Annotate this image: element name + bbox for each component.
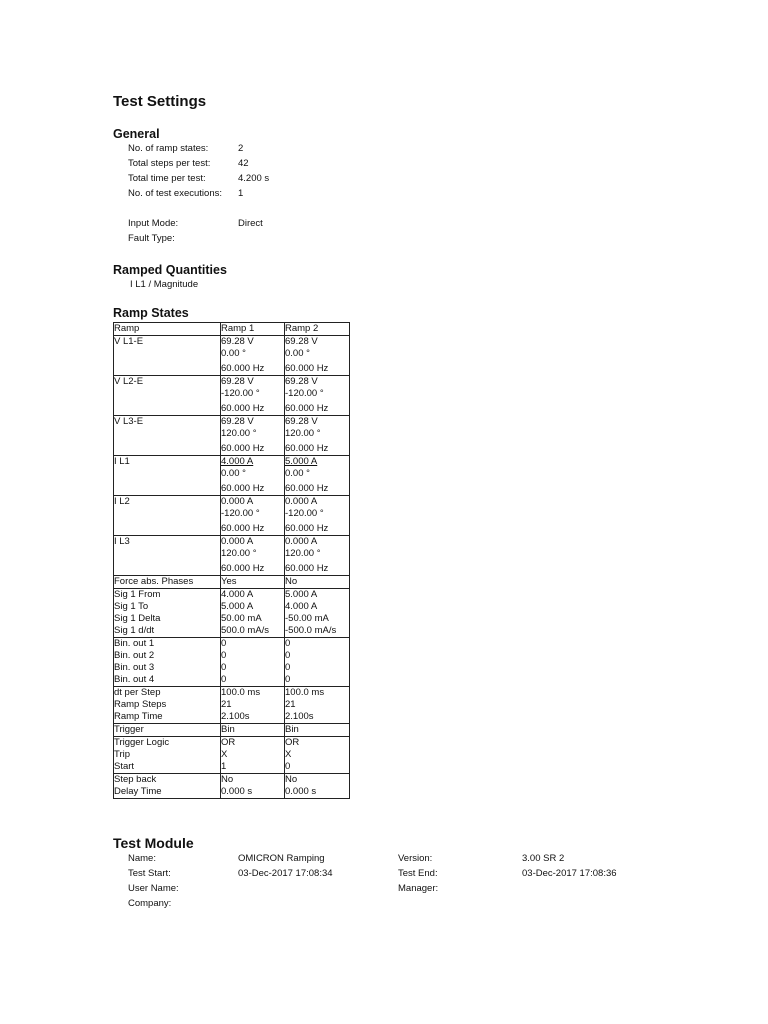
ramp2-cell: 69.28 V 120.00 ° 60.000 Hz xyxy=(285,416,350,456)
ramped-quantities-heading: Ramped Quantities xyxy=(113,263,227,277)
test-end-value: 03-Dec-2017 17:08:36 xyxy=(522,868,617,879)
table-header-row xyxy=(114,323,350,336)
table-row xyxy=(114,589,350,638)
header-cell: Ramp 1 xyxy=(221,323,285,336)
ramped-quantity-item: I L1 / Magnitude xyxy=(130,279,199,290)
manager-label: Manager: xyxy=(398,883,439,894)
general-label: Total steps per test: xyxy=(128,158,211,169)
ramp2-cell: No 0.000 s xyxy=(285,774,350,799)
ramp2-cell: 100.0 ms 21 2.100s xyxy=(285,687,350,724)
header-cell: Ramp xyxy=(114,323,221,336)
version-value: 3.00 SR 2 xyxy=(522,853,565,864)
ramp2-cell: No xyxy=(285,576,350,589)
ramp1-cell: 100.0 ms 21 2.100s xyxy=(221,687,285,724)
ramp-states-heading: Ramp States xyxy=(113,306,189,320)
test-end-label: Test End: xyxy=(398,868,438,879)
test-module-heading: Test Module xyxy=(113,835,194,851)
ramp-states-table xyxy=(113,322,350,799)
ramp2-cell: 5.000 A 4.000 A -50.00 mA -500.0 mA/s xyxy=(285,589,350,638)
row-label: Sig 1 From Sig 1 To Sig 1 Delta Sig 1 d/dt xyxy=(114,589,221,638)
table-row xyxy=(114,376,350,416)
general-value: 42 xyxy=(238,158,249,169)
ramp2-cell: 5.000 A 0.00 ° 60.000 Hz xyxy=(285,456,350,496)
ramp2-cell: Bin xyxy=(285,724,350,737)
table-row xyxy=(114,336,350,376)
table-row xyxy=(114,687,350,724)
user-name-label: User Name: xyxy=(128,883,179,894)
table-row xyxy=(114,638,350,687)
table-row xyxy=(114,724,350,737)
name-value: OMICRON Ramping xyxy=(238,853,325,864)
fault-type-label: Fault Type: xyxy=(128,233,175,244)
company-label: Company: xyxy=(128,898,172,909)
test-start-label: Test Start: xyxy=(128,868,171,879)
test-start-value: 03-Dec-2017 17:08:34 xyxy=(238,868,333,879)
ramp1-cell: OR X 1 xyxy=(221,737,285,774)
ramp1-cell: 4.000 A 5.000 A 50.00 mA 500.0 mA/s xyxy=(221,589,285,638)
ramp1-cell: Bin xyxy=(221,724,285,737)
ramp1-cell: 69.28 V -120.00 ° 60.000 Hz xyxy=(221,376,285,416)
ramp1-cell: Yes xyxy=(221,576,285,589)
row-label: dt per Step Ramp Steps Ramp Time xyxy=(114,687,221,724)
input-mode-label: Input Mode: xyxy=(128,218,179,229)
ramp1-cell: 0.000 A 120.00 ° 60.000 Hz xyxy=(221,536,285,576)
ramp1-cell: 0.000 A -120.00 ° 60.000 Hz xyxy=(221,496,285,536)
row-label: Force abs. Phases xyxy=(114,576,221,589)
ramp1-cell: 4.000 A 0.00 ° 60.000 Hz xyxy=(221,456,285,496)
ramp2-cell: OR X 0 xyxy=(285,737,350,774)
ramp1-cell: 0 0 0 0 xyxy=(221,638,285,687)
row-label: I L3 xyxy=(114,536,221,576)
row-label: Trigger Logic Trip Start xyxy=(114,737,221,774)
header-cell: Ramp 2 xyxy=(285,323,350,336)
row-label: Step back Delay Time xyxy=(114,774,221,799)
ramp2-cell: 0.000 A -120.00 ° 60.000 Hz xyxy=(285,496,350,536)
general-label: No. of ramp states: xyxy=(128,143,209,154)
ramp1-cell: No 0.000 s xyxy=(221,774,285,799)
row-label: V L1-E xyxy=(114,336,221,376)
table-row xyxy=(114,456,350,496)
table-row xyxy=(114,737,350,774)
table-row xyxy=(114,416,350,456)
ramp2-cell: 0 0 0 0 xyxy=(285,638,350,687)
table-row xyxy=(114,496,350,536)
version-label: Version: xyxy=(398,853,433,864)
row-label: V L3-E xyxy=(114,416,221,456)
row-label: V L2-E xyxy=(114,376,221,416)
ramp2-cell: 69.28 V 0.00 ° 60.000 Hz xyxy=(285,336,350,376)
general-value: 2 xyxy=(238,143,244,154)
row-label: Trigger xyxy=(114,724,221,737)
table-row xyxy=(114,576,350,589)
input-mode-value: Direct xyxy=(238,218,263,229)
table-row xyxy=(114,536,350,576)
page-title: Test Settings xyxy=(113,93,207,110)
table-row xyxy=(114,774,350,799)
general-heading: General xyxy=(113,127,160,141)
general-value: 4.200 s xyxy=(238,173,270,184)
ramp1-cell: 69.28 V 0.00 ° 60.000 Hz xyxy=(221,336,285,376)
general-label: No. of test executions: xyxy=(128,188,222,199)
name-label: Name: xyxy=(128,853,156,864)
ramp1-cell: 69.28 V 120.00 ° 60.000 Hz xyxy=(221,416,285,456)
ramp2-cell: 0.000 A 120.00 ° 60.000 Hz xyxy=(285,536,350,576)
ramp2-cell: 69.28 V -120.00 ° 60.000 Hz xyxy=(285,376,350,416)
general-value: 1 xyxy=(238,188,244,199)
general-label: Total time per test: xyxy=(128,173,206,184)
row-label: Bin. out 1 Bin. out 2 Bin. out 3 Bin. out 4 xyxy=(114,638,221,687)
row-label: I L2 xyxy=(114,496,221,536)
row-label: I L1 xyxy=(114,456,221,496)
